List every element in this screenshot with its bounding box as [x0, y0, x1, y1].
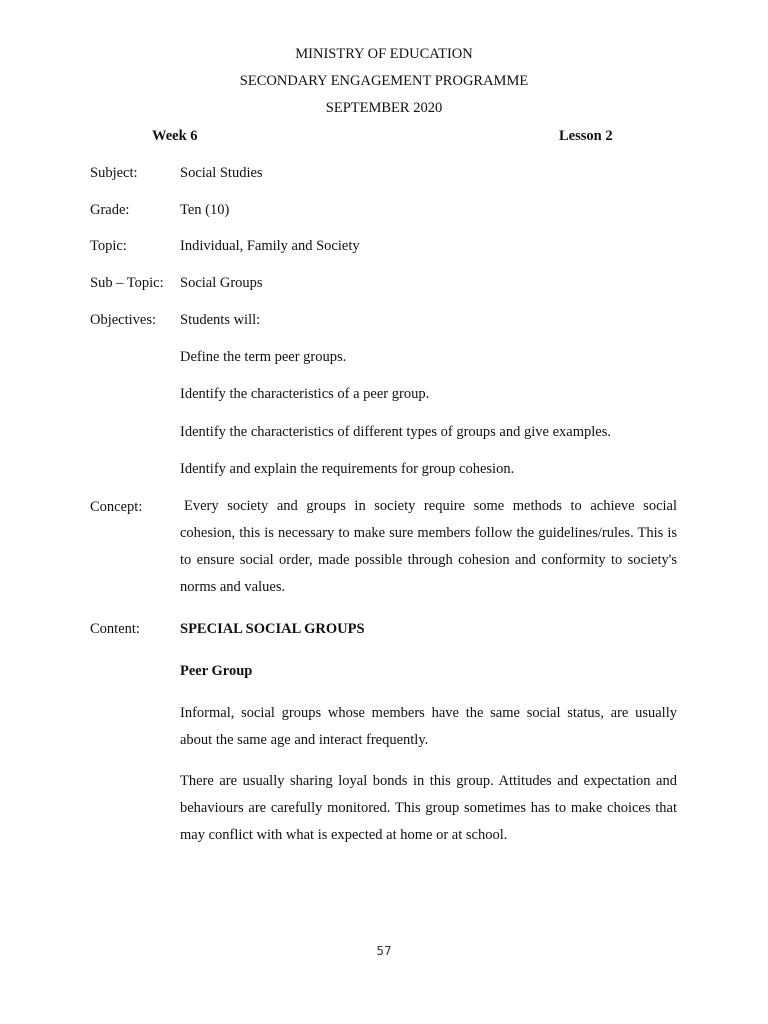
- subject-label: Subject:: [90, 165, 138, 181]
- topic-value: Individual, Family and Society: [180, 238, 360, 254]
- objective-item: Define the term peer groups.: [180, 349, 347, 365]
- lesson-label: Lesson 2: [559, 128, 613, 144]
- content-paragraph: There are usually sharing loyal bonds in this group. Attitudes and expectation and behaviours are carefully monitored. This group sometimes has to make choices that may conflict with what is expected at home or at school.: [180, 773, 677, 843]
- objective-item: Identify the characteristics of a peer group.: [180, 386, 430, 402]
- subtopic-value: Social Groups: [180, 275, 263, 291]
- subject-value: Social Studies: [180, 165, 263, 181]
- grade-value: Ten (10): [180, 202, 230, 218]
- concept-label: Concept:: [90, 499, 143, 515]
- objective-item: Identify and explain the requirements for group cohesion.: [180, 461, 515, 477]
- content-paragraph: Informal, social groups whose members have the same social status, are usually about the same age and interact frequently.: [180, 705, 677, 748]
- week-label: Week 6: [152, 128, 198, 144]
- topic-label: Topic:: [90, 238, 127, 254]
- date-heading: SEPTEMBER 2020: [325, 100, 443, 116]
- concept-paragraph: Every society and groups in society require some methods to achieve social cohesion, this is necessary to make sure members follow the guidelines/rules. This is to ensure social order, made possible through cohesion and conformity to society's norms and values.: [180, 498, 677, 595]
- objectives-label: Objectives:: [90, 312, 157, 328]
- content-subheading: Peer Group: [180, 663, 253, 679]
- content-label: Content:: [90, 621, 140, 637]
- objective-item: Identify the characteristics of different types of groups and give examples.: [180, 424, 611, 440]
- ministry-heading: MINISTRY OF EDUCATION: [295, 46, 473, 62]
- objectives-intro: Students will:: [180, 312, 261, 328]
- subtopic-label: Sub – Topic:: [90, 275, 164, 291]
- page-number: 57: [376, 944, 392, 958]
- grade-label: Grade:: [90, 202, 130, 218]
- content-heading: SPECIAL SOCIAL GROUPS: [180, 621, 365, 637]
- programme-heading: SECONDARY ENGAGEMENT PROGRAMME: [239, 73, 529, 89]
